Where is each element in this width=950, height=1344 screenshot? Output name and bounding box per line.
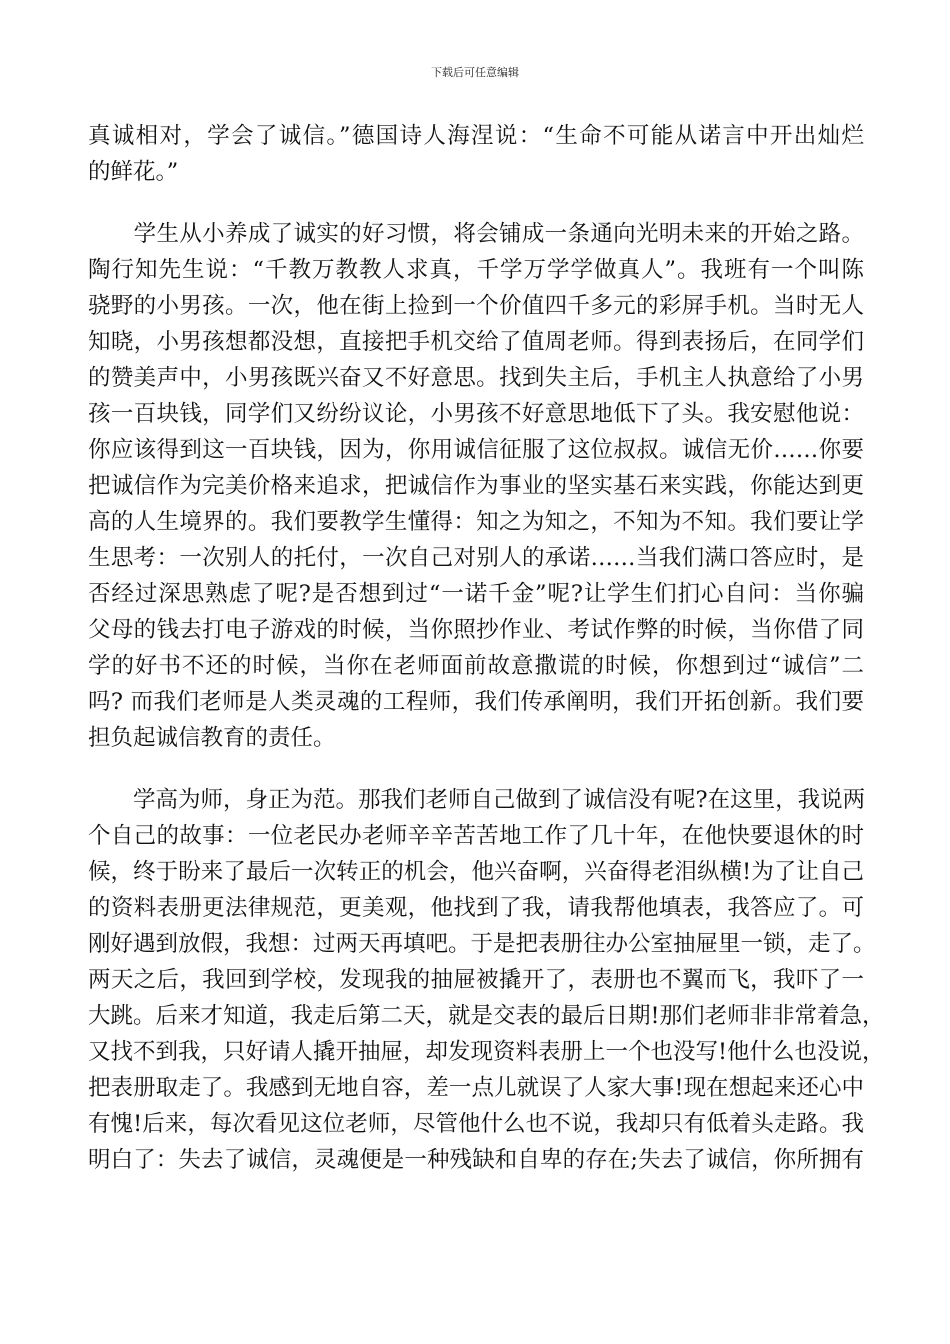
paragraph-1: [88, 118, 864, 190]
text-line: 把表册取走了。我感到无地自容，差一点儿就误了人家大事!现在想起来还心中: [88, 1075, 864, 1101]
text-line: 明白了：失去了诚信，灵魂便是一种残缺和自卑的存在;失去了诚信，你所拥有: [88, 1147, 864, 1173]
paragraph-3: [88, 782, 885, 1178]
text-line: 的赞美声中，小男孩既兴奋又不好意思。找到失主后，手机主人执意给了小男: [88, 365, 864, 391]
text-line: 高的人生境界的。我们要教学生懂得：知之为知之，不知为不知。我们要让学: [88, 509, 864, 535]
text-line: 的资料表册更法律规范，更美观，他找到了我，请我帮他填表，我答应了。可: [88, 895, 864, 921]
text-line: 学生从小养成了诚实的好习惯，将会铺成一条通向光明未来的开始之路。: [88, 221, 864, 247]
text-line: 个自己的故事：一位老民办老师辛辛苦苦地工作了几十年，在他快要退休的时: [88, 823, 864, 849]
text-line: 学的好书不还的时候，当你在老师面前故意撒谎的时候，你想到过“诚信”二: [88, 653, 864, 679]
text-line: 知晓，小男孩想都没想，直接把手机交给了值周老师。得到表扬后，在同学们: [88, 329, 864, 355]
text-line: 候，终于盼来了最后一次转正的机会，他兴奋啊，兴奋得老泪纵横!为了让自己: [88, 859, 864, 885]
text-line: 两天之后，我回到学校，发现我的抽屉被撬开了，表册也不翼而飞，我吓了一: [88, 967, 864, 993]
text-line: 的鲜花。”: [88, 159, 179, 185]
text-line: 担负起诚信教育的责任。: [88, 725, 336, 751]
text-line: 孩一百块钱，同学们又纷纷议论，小男孩不好意思地低下了头。我安慰他说：: [88, 401, 864, 427]
text-line: 刚好遇到放假，我想：过两天再填吧。于是把表册往办公室抽屉里一锁，走了。: [88, 931, 876, 957]
text-line: 又找不到我，只好请人撬开抽屉，却发现资料表册上一个也没写!他什么也没说，: [88, 1039, 885, 1065]
text-line: 吗? 而我们老师是人类灵魂的工程师，我们传承阐明，我们开拓创新。我们要: [88, 689, 864, 715]
text-line: 否经过深思熟虑了呢?是否想到过“一诺千金”呢?让学生们扪心自问：当你骗: [88, 581, 864, 607]
paragraph-2: [88, 216, 864, 756]
text-line: 把诚信作为完美价格来追求，把诚信作为事业的坚实基石来实践，你能达到更: [88, 473, 864, 499]
text-line: 大跳。后来才知道，我走后第二天，就是交表的最后日期!那们老师非非常着急，: [88, 1003, 885, 1029]
text-line: 学高为师，身正为范。那我们老师自己做到了诚信没有呢?在这里，我说两: [88, 787, 866, 813]
text-line: 真诚相对，学会了诚信。”德国诗人海涅说：“生命不可能从诺言中开出灿烂: [88, 123, 864, 149]
text-line: 生思考：一次别人的托付，一次自己对别人的承诺……当我们满口答应时，是: [88, 545, 864, 571]
text-line: 你应该得到这一百块钱，因为，你用诚信征服了这位叔叔。诚信无价……你要: [88, 437, 864, 463]
text-line: 父母的钱去打电子游戏的时候，当你照抄作业、考试作弊的时候，当你借了同: [88, 617, 864, 643]
document-body: [88, 118, 885, 1204]
text-line: 骁野的小男孩。一次，他在街上捡到一个价值四千多元的彩屏手机。当时无人: [88, 293, 864, 319]
page-header: 下载后可任意编辑: [431, 66, 519, 79]
text-line: 有愧!后来，每次看见这位老师，尽管他什么也不说，我却只有低着头走路。我: [88, 1111, 864, 1137]
text-line: 陶行知先生说：“千教万教教人求真，千学万学学做真人”。我班有一个叫陈: [88, 257, 864, 283]
